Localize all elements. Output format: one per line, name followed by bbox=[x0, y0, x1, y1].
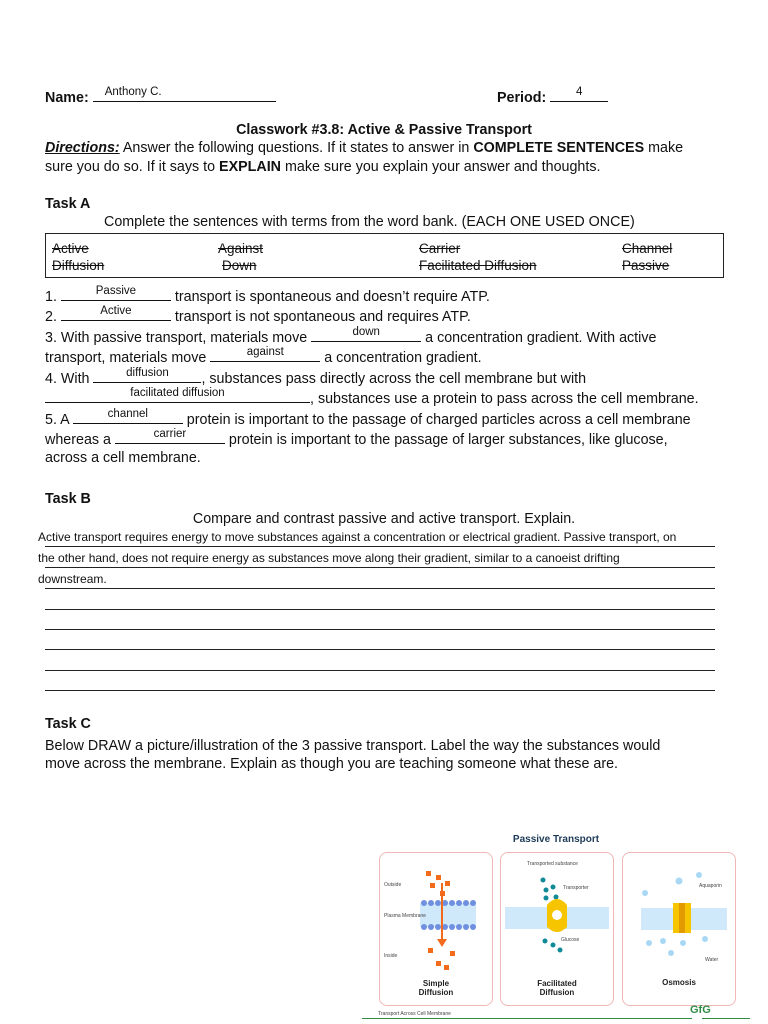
q-text: 1. bbox=[45, 289, 61, 305]
q-text: 4. With bbox=[45, 371, 94, 387]
directions-text: Answer the following questions. If it states to answer in bbox=[119, 140, 474, 156]
answer-blank[interactable] bbox=[115, 429, 225, 444]
word-bank-item: Diffusion bbox=[52, 258, 105, 273]
note: Water bbox=[705, 957, 719, 963]
q-text: a concentration gradient. bbox=[320, 350, 482, 366]
directions-text: make bbox=[644, 140, 684, 156]
directions-text: sure you do so. If it says to bbox=[45, 159, 220, 175]
answer-blank[interactable] bbox=[61, 286, 171, 301]
label-line: Diffusion bbox=[539, 988, 575, 997]
panel-simple-diffusion bbox=[379, 852, 493, 1006]
word-bank-item: Against bbox=[218, 241, 264, 256]
word-bank bbox=[45, 233, 724, 278]
panel-osmosis bbox=[622, 852, 736, 1006]
answer-text: against bbox=[246, 346, 284, 358]
task-b-prompt: Compare and contrast passive and active transport. Explain. bbox=[192, 511, 576, 527]
name-blank[interactable] bbox=[93, 87, 276, 102]
task-a-instruction: Complete the sentences with terms from the word bank. (EACH ONE USED ONCE) bbox=[104, 214, 635, 230]
footer-rule bbox=[362, 1018, 692, 1019]
answer-rule bbox=[45, 567, 715, 568]
answer-text: channel bbox=[107, 408, 148, 420]
answer-text: down bbox=[352, 326, 380, 338]
panel-label bbox=[380, 979, 492, 997]
answer-text: Passive bbox=[95, 285, 137, 297]
answer-rule bbox=[45, 588, 715, 589]
answer-blank[interactable] bbox=[61, 306, 171, 321]
question-3 bbox=[45, 327, 656, 346]
note: Transporter bbox=[563, 885, 589, 891]
task-b-heading: Task B bbox=[45, 491, 91, 507]
answer-blank[interactable] bbox=[45, 388, 310, 403]
q-text: , substances use a protein to pass across the cell membrane. bbox=[310, 391, 699, 407]
note: Outside bbox=[384, 882, 402, 888]
q-text: transport is spontaneous and doesn’t require ATP. bbox=[170, 289, 490, 305]
answer-rule bbox=[45, 609, 715, 610]
word-bank-item: Down bbox=[222, 258, 257, 273]
answer-rule bbox=[45, 546, 715, 547]
page-title: Classwork #3.8: Active & Passive Transport bbox=[236, 122, 532, 138]
period-label: Period: bbox=[497, 90, 547, 106]
answer-text: Active bbox=[100, 305, 132, 317]
q-text: protein is important to the passage of charged particles across a cell membrane bbox=[182, 412, 691, 428]
note: Transported substance bbox=[527, 861, 578, 867]
word-bank-item: Facilitated Diffusion bbox=[419, 258, 537, 273]
directions-emphasis: EXPLAIN bbox=[219, 159, 281, 175]
question-5 bbox=[45, 409, 691, 428]
gfg-logo: GfG bbox=[690, 1004, 711, 1016]
q-text: a concentration gradient. With active bbox=[421, 330, 657, 346]
q-text: transport is not spontaneous and requires ATP. bbox=[170, 309, 471, 325]
period-field bbox=[497, 87, 608, 106]
q-text: protein is important to the passage of larger substances, like glucose, bbox=[224, 432, 668, 448]
directions-text: make sure you explain your answer and thoughts. bbox=[281, 159, 601, 175]
task-c-heading: Task C bbox=[45, 716, 91, 732]
q-text: whereas a bbox=[45, 432, 115, 448]
answer-blank[interactable] bbox=[93, 368, 201, 383]
word-bank-item: Carrier bbox=[419, 241, 461, 256]
label-line: Osmosis bbox=[662, 978, 696, 987]
question-5-cont bbox=[45, 429, 668, 448]
answer-text: diffusion bbox=[126, 367, 169, 379]
task-c-text: move across the membrane. Explain as though you are teaching someone what these are. bbox=[45, 756, 618, 772]
task-b-answer-line: the other hand, does not require energy as substances move along their gradient, similar to a canoeist drifting bbox=[38, 551, 620, 565]
panel-facilitated-diffusion bbox=[500, 852, 614, 1006]
directions-line-1 bbox=[45, 140, 683, 156]
passive-transport-figure bbox=[362, 828, 750, 1024]
note: Aquaporin bbox=[699, 883, 722, 889]
name-field bbox=[45, 87, 276, 106]
figure-footer: Transport Across Cell Membrane bbox=[378, 1011, 451, 1017]
q-text: 2. bbox=[45, 309, 61, 325]
task-c-text: Below DRAW a picture/illustration of the 3 passive transport. Label the way the substances would bbox=[45, 738, 661, 754]
q-text: 5. A bbox=[45, 412, 73, 428]
label-line: Facilitated bbox=[537, 979, 577, 988]
label-line: Diffusion bbox=[418, 988, 454, 997]
q-text: transport, materials move bbox=[45, 350, 211, 366]
answer-rule bbox=[45, 649, 715, 650]
panel-label bbox=[623, 978, 735, 987]
answer-text: facilitated diffusion bbox=[130, 387, 225, 399]
name-value: Anthony C. bbox=[104, 86, 162, 98]
period-value: 4 bbox=[576, 86, 583, 98]
word-bank-item: Active bbox=[52, 241, 89, 256]
task-b-answer-line: downstream. bbox=[38, 572, 107, 586]
answer-rule bbox=[45, 629, 715, 630]
question-4-cont bbox=[45, 388, 699, 407]
period-blank[interactable] bbox=[550, 87, 608, 102]
word-bank-item: Channel bbox=[622, 241, 673, 256]
footer-rule bbox=[702, 1018, 750, 1019]
word-bank-item: Passive bbox=[622, 258, 670, 273]
directions-line-2 bbox=[45, 159, 600, 175]
question-5-end: across a cell membrane. bbox=[45, 450, 201, 466]
task-b-answer-line: Active transport requires energy to move substances against a concentration or electrical gradient. Passive transport, on bbox=[38, 530, 677, 544]
question-1 bbox=[45, 286, 490, 305]
answer-text: carrier bbox=[153, 428, 187, 440]
name-label: Name: bbox=[45, 90, 89, 106]
answer-rule bbox=[45, 690, 715, 691]
q-text: 3. With passive transport, materials move bbox=[45, 330, 312, 346]
directions-emphasis: COMPLETE SENTENCES bbox=[473, 140, 645, 156]
question-3-cont bbox=[45, 347, 482, 366]
note: Glucose bbox=[561, 937, 580, 943]
note: Inside bbox=[384, 953, 398, 959]
answer-blank[interactable] bbox=[73, 409, 183, 424]
answer-blank[interactable] bbox=[210, 347, 320, 362]
note: Plasma Membrane bbox=[384, 913, 426, 919]
question-4 bbox=[45, 368, 586, 387]
answer-blank[interactable] bbox=[311, 327, 421, 342]
task-a-heading: Task A bbox=[45, 196, 91, 212]
question-2 bbox=[45, 306, 471, 325]
panel-label bbox=[501, 979, 613, 997]
answer-rule bbox=[45, 670, 715, 671]
q-text: , substances pass directly across the cell membrane but with bbox=[201, 371, 587, 387]
figure-title: Passive Transport bbox=[512, 834, 600, 845]
directions-label: Directions: bbox=[45, 140, 120, 156]
label-line: Simple bbox=[422, 979, 450, 988]
